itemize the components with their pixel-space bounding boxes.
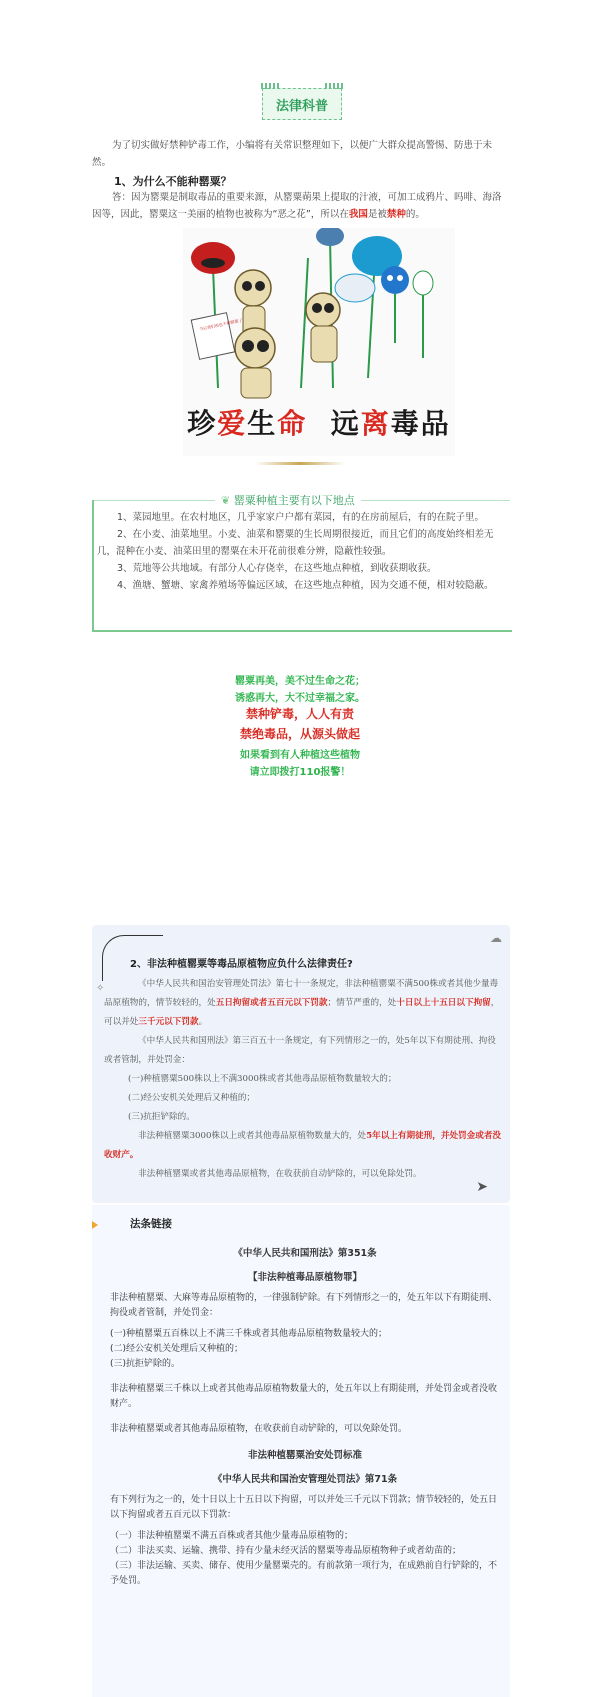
sparkle-icon: ✧ <box>96 983 105 994</box>
list-item: 2、在小麦、油菜地里。小麦、油菜和罂粟的生长周期很接近，而且它们的高度始终相差无几，混种在小麦、油菜田里的罂粟在未开花前很难分辨，隐蔽性较强。 <box>97 529 494 557</box>
cloud-icon: ☁ <box>490 931 502 945</box>
slogan-line: 请立即拨打110报警！ <box>249 767 351 778</box>
links-title: 法条链接 <box>130 1218 172 1230</box>
law-paragraph: 《中华人民共和国治安管理处罚法》第七十一条规定，非法种植罂粟不满500株或者其他少量毒品原植物的，情节较轻的，处五日拘留或者五百元以下罚款；情节严重的，处十日以上十五日以下拘留，可以并处三千元以下罚款。 <box>104 979 500 1027</box>
list-item: 1、菜园地里。在农村地区，几乎家家户户都有菜园，有的在房前屋后，有的在院子里。 <box>117 512 485 523</box>
law-2-title: 《中华人民共和国治安管理处罚法》第71条 <box>212 1474 398 1485</box>
list-item: （一）非法种植罂粟不满五百株或者其他少量毒品原植物的； <box>110 1531 354 1541</box>
law-paragraph: 非法种植罂粟或者其他毒品原植物，在收获前自动铲除的，可以免除处罚。 <box>138 1169 422 1179</box>
slogan-line: 禁种铲毒，人人有责 <box>245 707 354 721</box>
standard-title: 非法种植罂粟治安处罚标准 <box>247 1450 362 1461</box>
slogan-line: 诱惑再大，大不过幸福之家。 <box>235 693 365 704</box>
list-item: (二)经公安机关处理后又种植的； <box>128 1093 256 1103</box>
law-paragraph: 《中华人民共和国刑法》第三百五十一条规定，有下列情形之一的，处5年以下有期徒刑、拘役或者管制，并处罚金： <box>104 1036 496 1065</box>
law-paragraph: 非法种植罂粟、大麻等毒品原植物的，一律强制铲除。有下列情形之一的，处五年以下有期徒刑、拘役或者管制，并处罚金： <box>110 1293 498 1318</box>
paper-plane-icon: ➤ <box>476 1179 488 1195</box>
section-badge: 法律科普 <box>262 88 342 120</box>
planting-title: ❦ 罂粟种植主要有以下地点 <box>215 492 361 508</box>
law-1-title: 《中华人民共和国刑法》第351条 <box>233 1248 377 1259</box>
anti-drug-poster <box>183 228 455 456</box>
list-item: （三）非法运输、买卖、储存、使用少量罂粟壳的。有前款第一项行为，在成熟前自行铲除的，不予处罚。 <box>110 1561 498 1586</box>
list-item: 3、荒地等公共地域。有部分人心存侥幸，在这些地点种植，到收获期收获。 <box>117 563 437 574</box>
question-1-title: 1、为什么不能种罂粟？ <box>114 175 232 188</box>
svg-text:今后我们再也不种罂粟了: 今后我们再也不种罂粟了 <box>198 317 243 332</box>
law-paragraph: 有下列行为之一的，处十日以上十五日以下拘留，可以并处三千元以下罚款；情节较轻的，处五日以下拘留或者五百元以下罚款： <box>110 1495 498 1520</box>
divider <box>255 462 345 465</box>
intro-paragraph: 为了切实做好禁种铲毒工作，小编将有关常识整理如下，以便广大群众提高警惕、防患于未然。 <box>92 140 493 168</box>
law-paragraph: 非法种植罂粟三千株以上或者其他毒品原植物数量大的，处五年以上有期徒刑，并处罚金或者没收财产。 <box>110 1384 498 1409</box>
law-links-section <box>92 1205 510 1697</box>
slogan-line: 禁绝毒品，从源头做起 <box>239 727 360 741</box>
list-item: (三)抗拒铲除的。 <box>110 1359 181 1369</box>
list-item: 4、渔塘、蟹塘、家禽养殖场等偏远区域，在这些地点种植，因为交通不便，相对较隐蔽。 <box>117 580 494 591</box>
leaf-icon: ❦ <box>221 494 231 507</box>
skeleton-figures <box>235 270 340 398</box>
law-paragraph: 非法种植罂粟3000株以上或者其他毒品原植物数量大的，处5年以上有期徒刑，并处罚金或者没收财产。 <box>104 1131 502 1160</box>
slogan-line: 罂粟再美，美不过生命之花； <box>235 676 365 687</box>
intro-block <box>92 137 508 223</box>
list-item: (一)种植罂粟500株以上不满3000株或者其他毒品原植物数量较大的； <box>128 1074 397 1084</box>
list-item: (一)种植罂粟五百株以上不满三千株或者其他毒品原植物数量较大的； <box>110 1329 388 1339</box>
list-item: (三)抗拒铲除的。 <box>128 1112 195 1122</box>
triangle-icon <box>92 1221 98 1229</box>
law-paragraph: 非法种植罂粟或者其他毒品原植物，在收获前自动铲除的，可以免除处罚。 <box>110 1424 408 1434</box>
list-item: (二)经公安机关处理后又种植的； <box>110 1344 244 1354</box>
skull-pod <box>381 266 409 294</box>
planting-list <box>97 509 507 594</box>
legal-responsibility-card <box>92 925 510 1203</box>
question-2-title: 2、非法种植罂粟等毒品原植物应负什么法律责任? <box>130 959 353 970</box>
question-1-answer: 答：因为罂粟是制取毒品的重要来源，从罂粟蒴果上提取的汁液，可加工成鸦片、吗啡、海洛因等，因此，罂粟这一美丽的植物也被称为“恶之花”，所以在我国是被禁种的。 <box>92 192 502 220</box>
law-1-subtitle: 【非法种植毒品原植物罪】 <box>247 1272 362 1283</box>
list-item: （二）非法买卖、运输、携带、持有少量未经灭活的罂粟等毒品原植物种子或者幼苗的； <box>110 1546 462 1556</box>
poster-slogan: 珍爱生命 远离毒品 <box>187 407 451 440</box>
slogan-line: 如果看到有人种植这些植物 <box>240 750 360 761</box>
